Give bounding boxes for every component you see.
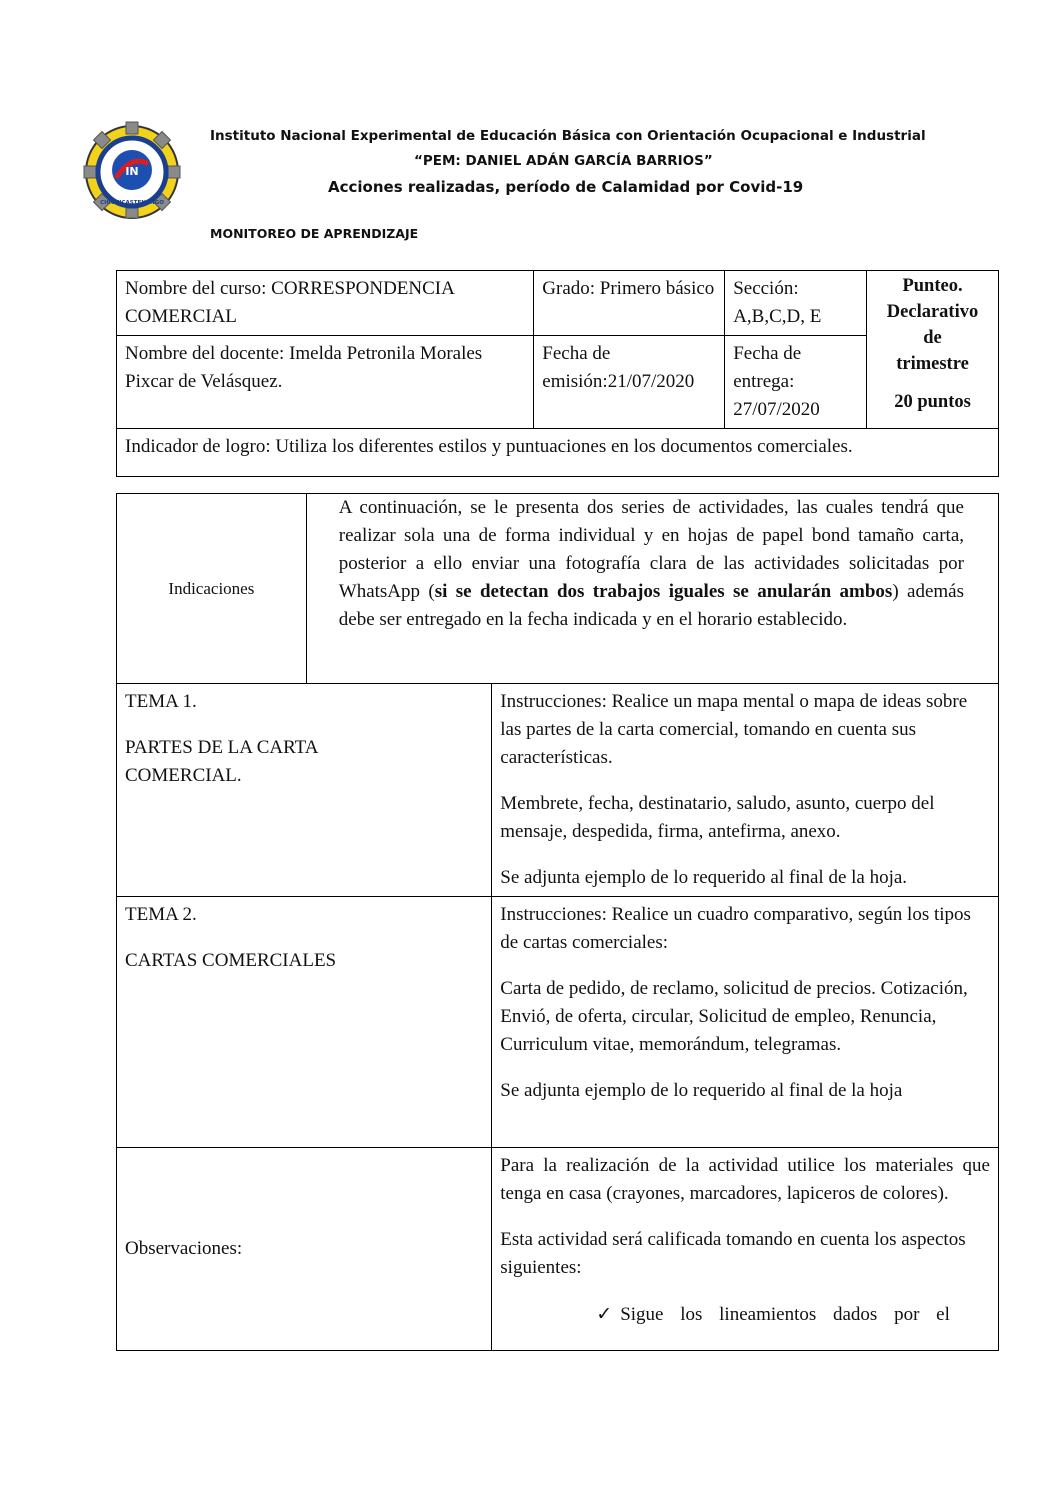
tema2-types: Carta de pedido, de reclamo, solicitud de precios. Cotización, Envió, de oferta, circular, Solicitud de empleo, Renuncia, Curriculum vitae, memorándum, telegramas. [500,978,968,1055]
score-line: Declarativo [886,302,979,322]
institute-name: Instituto Nacional Experimental de Educación Básica con Orientación Ocupacional e Industrial [210,128,926,144]
teacher-cell: Nombre del docente: Imelda Petronila Morales Pixcar de Velásquez. [117,336,534,429]
monitoring-title: MONITOREO DE APRENDIZAJE [210,226,419,241]
observations-label-cell [117,1148,492,1351]
course-info-table [116,270,999,477]
svg-text:IN: IN [125,165,139,178]
tema1-cell [117,684,492,897]
check-item-text: Sigue los lineamientos dados por el [620,1304,950,1325]
check-icon: ✓ [596,1303,613,1325]
school-logo [82,120,182,220]
actions-title: Acciones realizadas, período de Calamidad por Covid-19 [328,178,804,196]
indications-label: Indicaciones [168,578,255,598]
pem-name: “PEM: DANIEL ADÁN GARCÍA BARRIOS” [414,153,713,169]
tema1-label: TEMA 1. [125,691,197,712]
observations-eval: Esta actividad será calificada tomando en cuenta los aspectos siguientes: [500,1229,966,1278]
observations-label: Observaciones: [125,1238,243,1259]
grade-cell: Grado: Primero básico [534,271,725,336]
tema1-note: Se adjunta ejemplo de lo requerido al final de la hoja. [500,867,908,888]
score-line: Punteo. [902,276,963,296]
indicator-cell: Indicador de logro: Utiliza los diferentes estilos y puntuaciones en los documentos comerciales. [117,429,999,477]
tema2-instructions: Instrucciones: Realice un cuadro comparativo, según los tipos de cartas comerciales: [500,904,971,953]
tema1-instructions-cell [492,684,999,897]
score-line: trimestre [896,354,969,374]
score-cell [867,271,999,429]
tema1-instructions: Instrucciones: Realice un mapa mental o mapa de ideas sobre las partes de la carta comercial, tomando en cuenta sus características. [500,691,968,768]
svg-text:CHICHICASTENANGO: CHICHICASTENANGO [100,200,164,206]
indications-text-cell [306,494,998,684]
section-cell: Sección: A,B,C,D, E [725,271,867,336]
tema1-parts: Membrete, fecha, destinatario, saludo, asunto, cuerpo del mensaje, despedida, firma, antefirma, anexo. [500,793,935,842]
score-points: 20 puntos [894,392,971,412]
indications-text-end: ) además debe ser entregado en la fecha indicada y en el horario establecido. [338,581,964,630]
tema1-title: PARTES DE LA CARTA COMERCIAL. [125,737,318,786]
indications-warning: si se detectan dos trabajos iguales se anularán ambos [434,581,893,602]
tema2-instructions-cell [492,897,999,1148]
indications-label-cell [117,494,307,684]
delivery-date-cell: Fecha de entrega: 27/07/2020 [725,336,867,429]
observations-cell [492,1148,999,1351]
indications-text: A continuación, se le presenta dos series de actividades, las cuales tendrá que realizar sola una de forma individual y en hojas de papel bond tamaño carta, posterior a ello enviar una fotografía clara de las actividades solicitadas por WhatsApp ( [338,497,964,602]
check-item [500,1300,990,1329]
tema2-note: Se adjunta ejemplo de lo requerido al final de la hoja [500,1080,903,1101]
issue-date-cell: Fecha de emisión:21/07/2020 [534,336,725,429]
course-name-cell: Nombre del curso: CORRESPONDENCIA COMERCIAL [117,271,534,336]
score-line: de [923,328,942,348]
tema2-title: CARTAS COMERCIALES [125,950,337,971]
activities-table [116,493,999,1351]
tema2-cell [117,897,492,1148]
observations-text: Para la realización de la actividad utilice los materiales que tenga en casa (crayones, marcadores, lapiceros de colores). [500,1155,990,1204]
tema2-label: TEMA 2. [125,904,197,925]
